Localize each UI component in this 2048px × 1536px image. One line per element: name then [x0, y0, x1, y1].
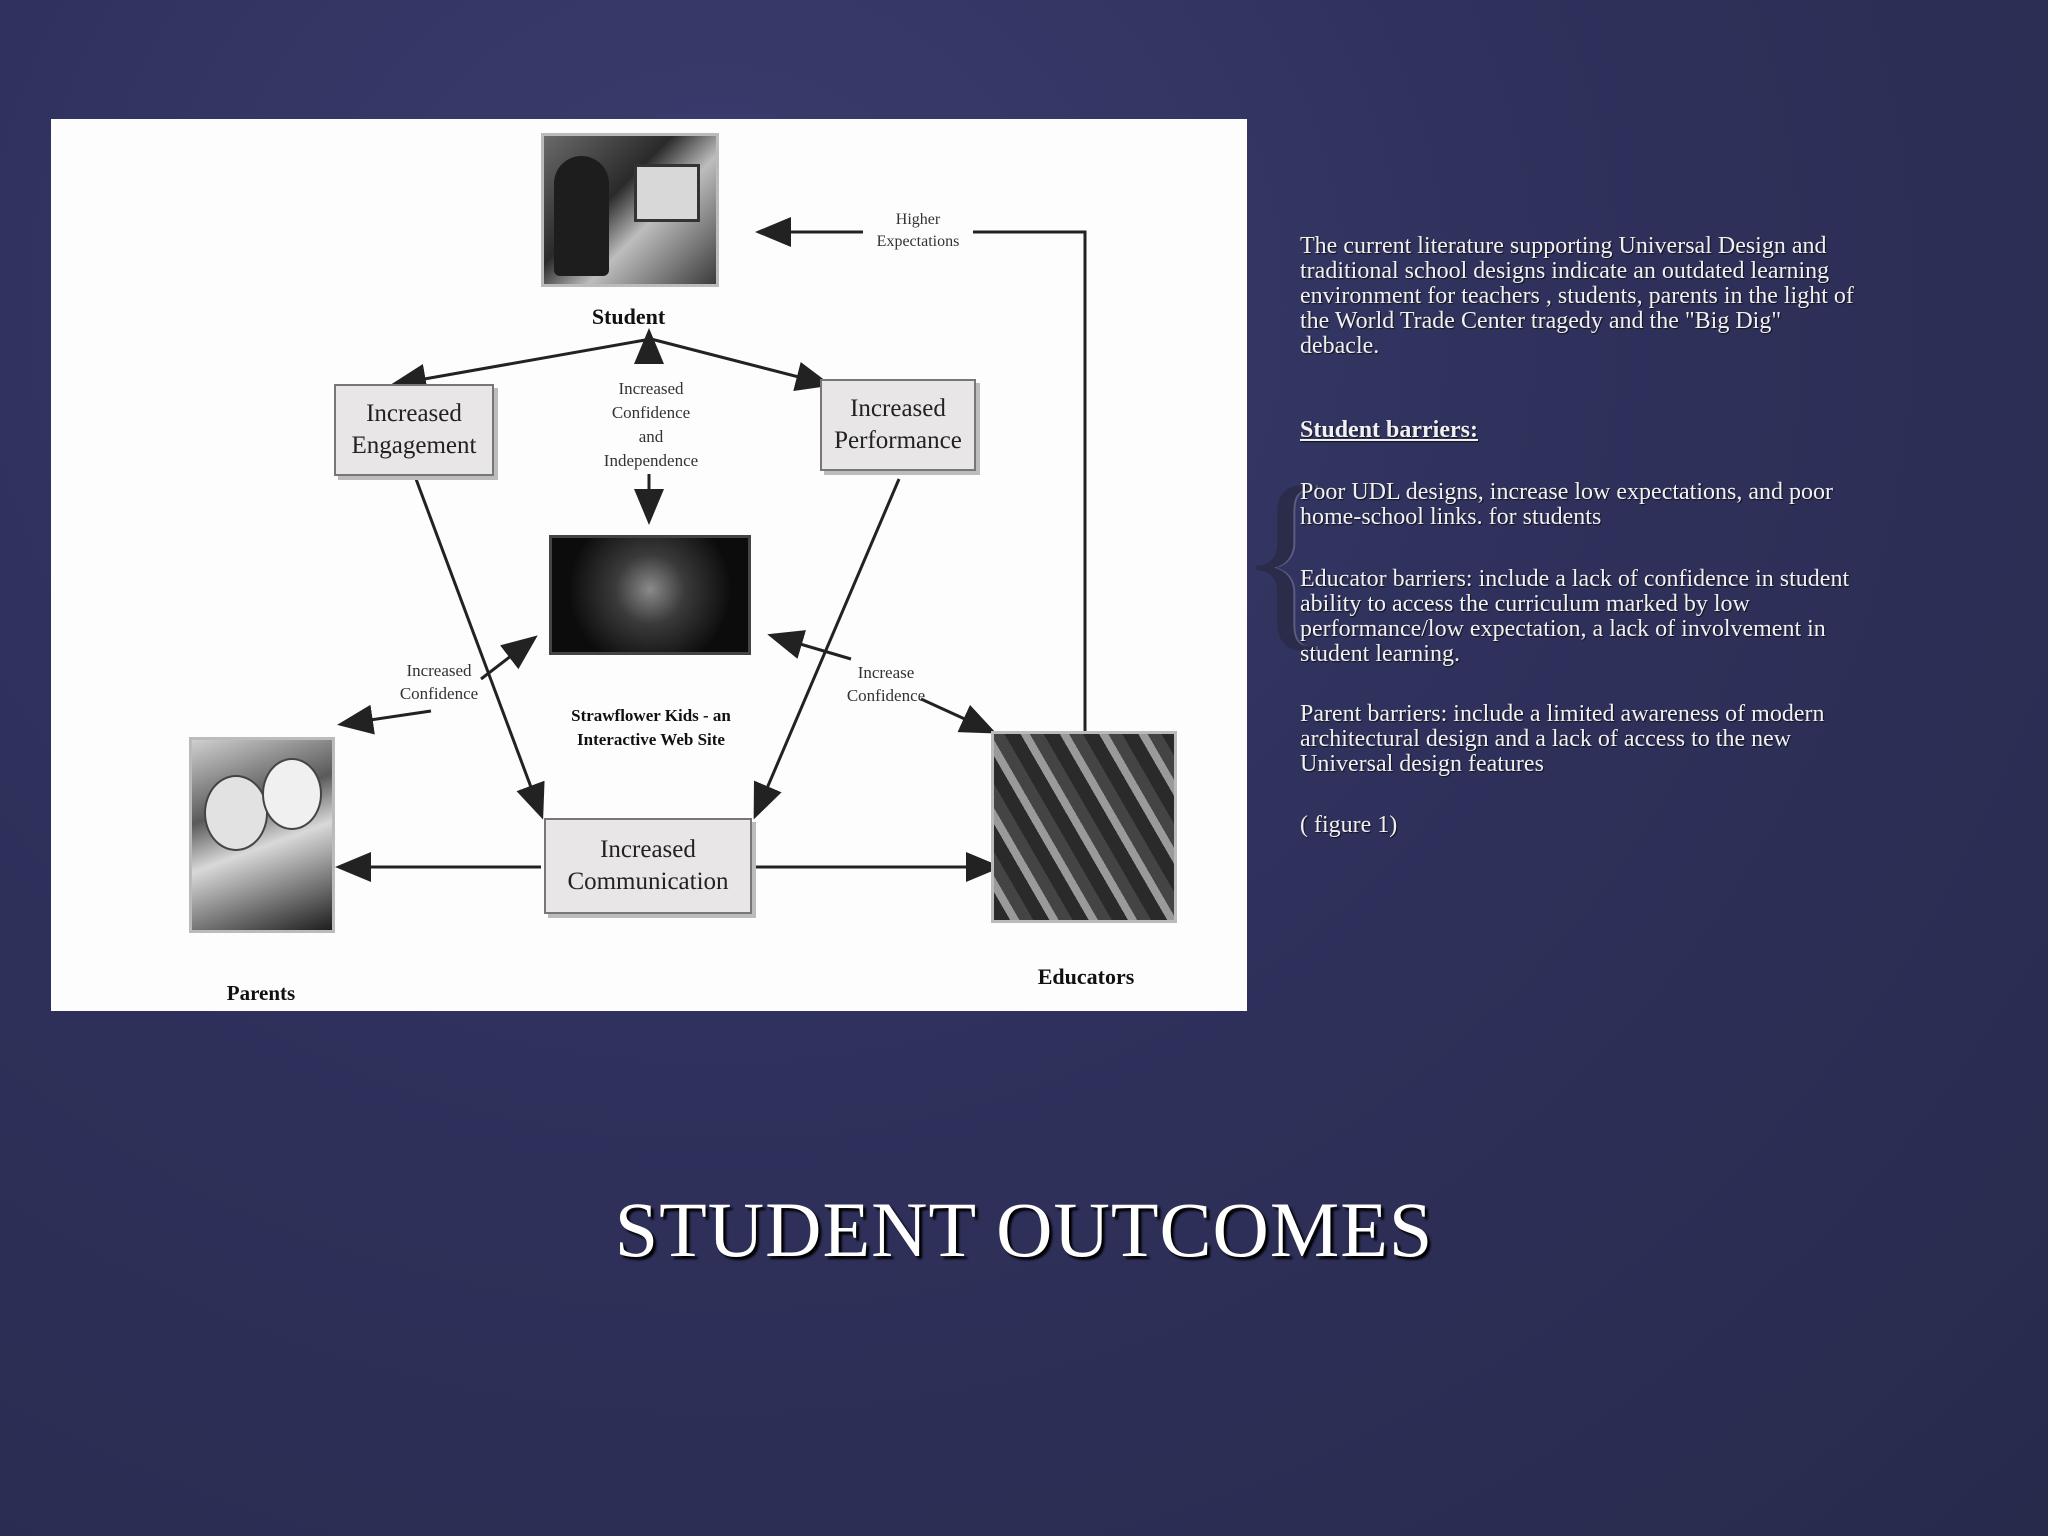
node-student-label: Student	[591, 304, 666, 329]
node-educators-label: Educators	[1037, 964, 1135, 989]
edge-label-confidence-independence: Increased Confidence and Independence	[603, 379, 699, 470]
person-silhouette	[554, 156, 609, 276]
node-increased-communication: Increased Communication	[544, 818, 752, 914]
arrow-website-educators-a	[773, 636, 851, 659]
student-photo	[541, 133, 719, 287]
figure-reference: ( figure 1)	[1300, 812, 1398, 838]
brace-decoration: {	[1238, 447, 1334, 668]
figure-1-diagram	[51, 119, 1247, 1011]
node-increased-performance: Increased Performance	[820, 379, 976, 471]
arrow-performance-communication	[756, 479, 899, 814]
computer-monitor-shape	[634, 164, 700, 222]
parent-barriers-text: Parent barriers: include a limited awareness of modern architectural design and a lack of access to the new Universal design features	[1300, 701, 1825, 777]
student-barriers-heading: Student barriers:	[1300, 417, 1478, 443]
node-increased-engagement: Increased Engagement	[334, 384, 494, 476]
intro-paragraph: The current literature supporting Universal Design and traditional school designs indicate an outdated learning environment for teachers , students, parents in the light of the World Trade Center tragedy and the "Big Dig" debacle.	[1300, 233, 1854, 359]
educator-barriers-text: Educator barriers: include a lack of confidence in student ability to access the curriculum marked by low performance/low expectation, a lack of involvement in student learning.	[1300, 566, 1850, 667]
parent-face-left	[204, 775, 268, 851]
arrow-educators-student	[763, 232, 1085, 731]
node-website-label: Strawflower Kids - an Interactive Web Site	[571, 706, 731, 749]
website-image	[549, 535, 751, 655]
edge-label-increase-confidence: Increase Confidence	[846, 663, 926, 705]
node-parents-label: Parents	[226, 981, 296, 1005]
arrow-website-parents-b	[343, 711, 431, 724]
educators-photo	[991, 731, 1177, 923]
edge-label-increased-confidence: Increased Confidence	[399, 661, 479, 703]
student-barriers-text: Poor UDL designs, increase low expectations, and poor home-school links. for students	[1300, 479, 1833, 530]
parents-photo	[189, 737, 335, 933]
edge-label-higher-expectations: Higher Expectations	[863, 209, 973, 253]
slide-title: STUDENT OUTCOMES	[614, 1186, 1434, 1273]
parent-face-right	[262, 758, 322, 830]
